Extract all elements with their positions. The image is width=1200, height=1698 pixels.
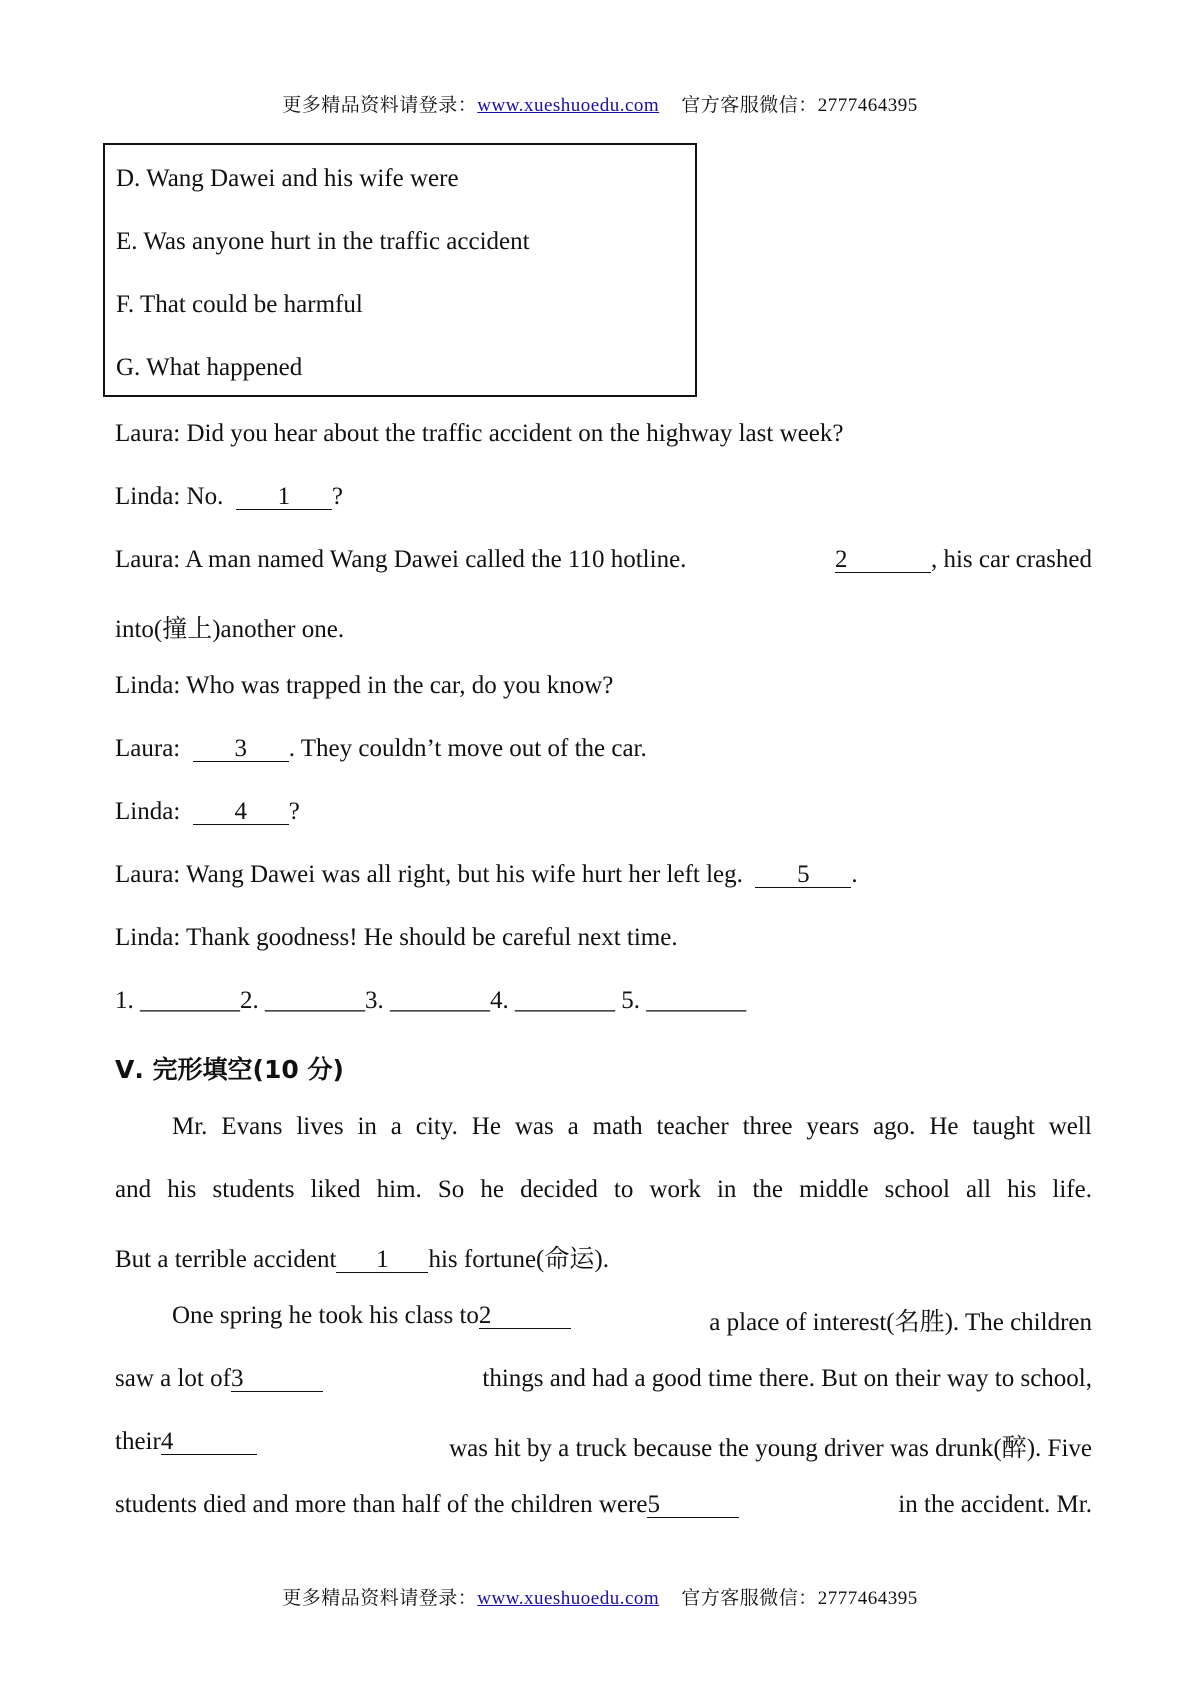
word: well xyxy=(1048,1113,1092,1140)
word: liked xyxy=(310,1176,361,1203)
word: math xyxy=(592,1113,643,1140)
word: work xyxy=(649,1176,701,1203)
dialogue-line-9: Linda: Thank goodness! He should be careful next time. xyxy=(115,924,678,951)
word: three xyxy=(742,1113,793,1140)
word: Mr. xyxy=(172,1113,208,1140)
answer-line: 1. ________2. ________3. ________4. ________ 5. ________ xyxy=(115,987,747,1014)
footer-prefix: 更多精品资料请登录： xyxy=(282,1588,478,1609)
dialogue-line-8: Laura: Wang Dawei was all right, but his wife hurt her left leg. 5 . xyxy=(115,861,858,888)
header-service: 官方客服微信：2777464395 xyxy=(681,95,918,116)
dialogue-line-4: into(撞上)another one. xyxy=(115,616,345,643)
word: students xyxy=(212,1176,295,1203)
blank-1: 1 xyxy=(236,485,332,510)
word: taught xyxy=(972,1113,1035,1140)
dialogue-line-2: Linda: No. 1 ? xyxy=(115,483,343,510)
option-f: F. That could be harmful xyxy=(116,291,363,318)
word: teacher xyxy=(656,1113,729,1140)
word: Evans xyxy=(221,1113,283,1140)
dialogue-line-5: Linda: Who was trapped in the car, do you know? xyxy=(115,672,614,699)
word: school xyxy=(884,1176,950,1203)
option-g: G. What happened xyxy=(116,354,303,381)
passage-line-5: saw a lot of3 things and had a good time there. But on their way to school, xyxy=(115,1365,1092,1392)
word: in xyxy=(716,1176,737,1203)
word: his xyxy=(1007,1176,1037,1203)
passage-line-2 xyxy=(115,1176,1092,1204)
passage-blank-2: 2 xyxy=(479,1304,571,1329)
passage-line-4: One spring he took his class to2 a place of interest(名胜). The children xyxy=(172,1302,1092,1336)
passage-blank-1: 1 xyxy=(336,1248,428,1273)
header-link[interactable]: www.xueshuoedu.com xyxy=(477,95,660,116)
word: a xyxy=(390,1113,402,1140)
word: ago. xyxy=(873,1113,916,1140)
page-footer xyxy=(0,1583,1200,1610)
word: So xyxy=(437,1176,465,1203)
blank-4: 4 xyxy=(193,800,289,825)
passage-blank-3: 3 xyxy=(231,1367,323,1392)
word: He xyxy=(929,1113,959,1140)
dialogue-line-6: Laura: 3 . They couldn’t move out of the car. xyxy=(115,735,647,762)
option-d: D. Wang Dawei and his wife were xyxy=(116,165,459,192)
dialogue-line-3: Laura: A man named Wang Dawei called the 110 hotline. 2 , his car crashed xyxy=(115,546,1092,573)
word: and xyxy=(115,1176,152,1203)
word: him. xyxy=(376,1176,422,1203)
word: lives xyxy=(296,1113,344,1140)
footer-link[interactable]: www.xueshuoedu.com xyxy=(477,1588,660,1609)
dialogue-line-7: Linda: 4 ? xyxy=(115,798,300,825)
passage-line-6: their4 was hit by a truck because the young driver was drunk(醉). Five xyxy=(115,1428,1092,1462)
passage-blank-4: 4 xyxy=(161,1430,257,1455)
word: middle xyxy=(799,1176,869,1203)
page-header xyxy=(0,90,1200,117)
word: he xyxy=(480,1176,504,1203)
word: to xyxy=(613,1176,634,1203)
option-e: E. Was anyone hurt in the traffic accident xyxy=(116,228,530,255)
passage-line-7: students died and more than half of the children were5 in the accident. Mr. xyxy=(115,1491,1092,1518)
word: was xyxy=(514,1113,554,1140)
word: his xyxy=(167,1176,197,1203)
word: in xyxy=(357,1113,377,1140)
dialogue-line-1: Laura: Did you hear about the traffic accident on the highway last week? xyxy=(115,420,844,447)
header-prefix: 更多精品资料请登录： xyxy=(282,95,478,116)
word: He xyxy=(471,1113,501,1140)
blank-5: 5 xyxy=(755,863,851,888)
word: life. xyxy=(1052,1176,1092,1203)
footer-service: 官方客服微信：2777464395 xyxy=(681,1588,918,1609)
word: all xyxy=(966,1176,992,1203)
word: decided xyxy=(520,1176,598,1203)
passage-line-1 xyxy=(172,1113,1092,1141)
word: a xyxy=(567,1113,579,1140)
word: city. xyxy=(415,1113,458,1140)
section-title: Ⅴ. 完形填空(10 分) xyxy=(115,1055,344,1084)
options-box xyxy=(103,143,697,397)
blank-3: 3 xyxy=(193,737,289,762)
word: the xyxy=(752,1176,784,1203)
blank-2: 2 xyxy=(835,548,931,573)
passage-blank-5: 5 xyxy=(647,1493,739,1518)
word: years xyxy=(806,1113,860,1140)
passage-line-3: But a terrible accident 1 his fortune(命运). xyxy=(115,1246,609,1273)
